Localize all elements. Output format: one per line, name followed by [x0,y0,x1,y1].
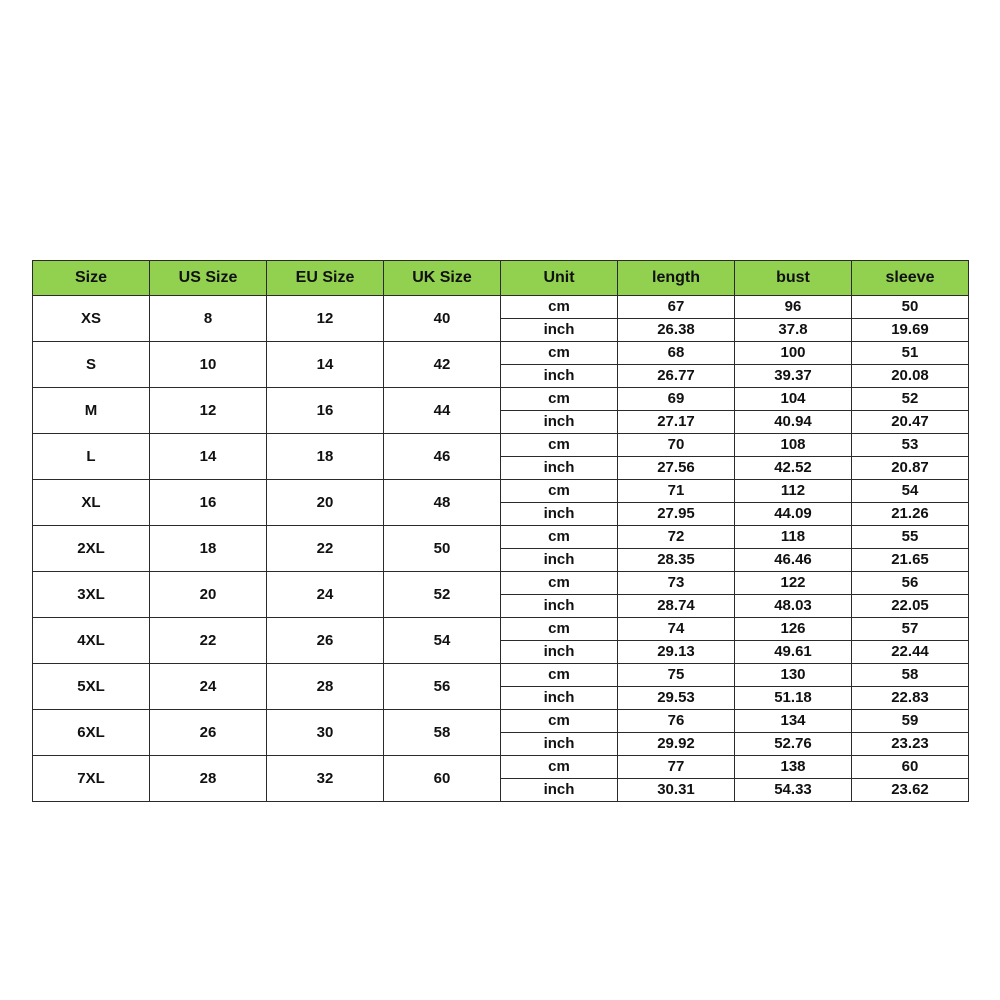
bust-cell: 44.09 [735,503,852,526]
eu-size-cell: 24 [267,572,384,618]
size-cell: XS [33,296,150,342]
bust-cell: 138 [735,756,852,779]
length-cell: 73 [618,572,735,595]
us-size-cell: 8 [150,296,267,342]
uk-size-cell: 42 [384,342,501,388]
us-size-cell: 16 [150,480,267,526]
sleeve-cell: 23.62 [852,779,969,802]
uk-size-cell: 44 [384,388,501,434]
uk-size-cell: 58 [384,710,501,756]
eu-size-cell: 26 [267,618,384,664]
unit-cell: inch [501,549,618,572]
uk-size-cell: 48 [384,480,501,526]
bust-cell: 122 [735,572,852,595]
bust-cell: 130 [735,664,852,687]
sleeve-cell: 21.65 [852,549,969,572]
sleeve-cell: 50 [852,296,969,319]
sleeve-cell: 60 [852,756,969,779]
table-row [33,618,969,641]
us-size-cell: 12 [150,388,267,434]
bust-cell: 48.03 [735,595,852,618]
sleeve-header: sleeve [852,261,969,296]
sleeve-cell: 54 [852,480,969,503]
bust-cell: 126 [735,618,852,641]
length-cell: 69 [618,388,735,411]
unit-cell: cm [501,296,618,319]
eu-size-cell: 22 [267,526,384,572]
uk-size-cell: 46 [384,434,501,480]
eu-size-cell: 20 [267,480,384,526]
uk-size-cell: 40 [384,296,501,342]
unit-cell: cm [501,664,618,687]
eu-size-cell: 14 [267,342,384,388]
size-cell: 5XL [33,664,150,710]
table-row [33,480,969,503]
sleeve-cell: 22.83 [852,687,969,710]
bust-cell: 112 [735,480,852,503]
length-cell: 26.38 [618,319,735,342]
eu-size-cell: 32 [267,756,384,802]
us-size-cell: 18 [150,526,267,572]
unit-cell: inch [501,687,618,710]
size-cell: M [33,388,150,434]
size-cell: 4XL [33,618,150,664]
unit-cell: cm [501,434,618,457]
unit-cell: inch [501,641,618,664]
size-cell: XL [33,480,150,526]
length-cell: 30.31 [618,779,735,802]
length-cell: 29.53 [618,687,735,710]
bust-cell: 40.94 [735,411,852,434]
length-cell: 29.13 [618,641,735,664]
length-cell: 28.74 [618,595,735,618]
sleeve-cell: 22.44 [852,641,969,664]
sleeve-cell: 57 [852,618,969,641]
table-row [33,434,969,457]
bust-cell: 37.8 [735,319,852,342]
size-cell: L [33,434,150,480]
eu-size-cell: 28 [267,664,384,710]
table-row [33,342,969,365]
sleeve-cell: 20.47 [852,411,969,434]
length-cell: 72 [618,526,735,549]
header-row [33,261,969,296]
size-cell: 7XL [33,756,150,802]
table-row [33,664,969,687]
unit-cell: inch [501,595,618,618]
unit-cell: inch [501,365,618,388]
bust-cell: 49.61 [735,641,852,664]
bust-cell: 118 [735,526,852,549]
uk-size-cell: 56 [384,664,501,710]
bust-cell: 96 [735,296,852,319]
sleeve-cell: 55 [852,526,969,549]
unit-cell: cm [501,710,618,733]
length-cell: 27.95 [618,503,735,526]
unit-cell: cm [501,618,618,641]
table-row [33,296,969,319]
length-header: length [618,261,735,296]
unit-cell: inch [501,411,618,434]
unit-cell: cm [501,388,618,411]
bust-cell: 46.46 [735,549,852,572]
sleeve-cell: 21.26 [852,503,969,526]
length-cell: 76 [618,710,735,733]
length-cell: 26.77 [618,365,735,388]
us-size-cell: 28 [150,756,267,802]
eu-size-header: EU Size [267,261,384,296]
table-row [33,756,969,779]
length-cell: 70 [618,434,735,457]
size-cell: S [33,342,150,388]
unit-cell: inch [501,733,618,756]
sleeve-cell: 19.69 [852,319,969,342]
length-cell: 71 [618,480,735,503]
bust-cell: 39.37 [735,365,852,388]
sleeve-cell: 20.08 [852,365,969,388]
bust-cell: 100 [735,342,852,365]
eu-size-cell: 18 [267,434,384,480]
bust-cell: 104 [735,388,852,411]
sleeve-cell: 59 [852,710,969,733]
table-row [33,526,969,549]
sleeve-cell: 23.23 [852,733,969,756]
length-cell: 74 [618,618,735,641]
length-cell: 77 [618,756,735,779]
us-size-cell: 22 [150,618,267,664]
size-cell: 3XL [33,572,150,618]
size-chart-table [32,260,969,802]
uk-size-header: UK Size [384,261,501,296]
unit-cell: inch [501,319,618,342]
us-size-header: US Size [150,261,267,296]
us-size-cell: 26 [150,710,267,756]
sleeve-cell: 51 [852,342,969,365]
bust-cell: 54.33 [735,779,852,802]
bust-cell: 134 [735,710,852,733]
sleeve-cell: 20.87 [852,457,969,480]
sleeve-cell: 58 [852,664,969,687]
us-size-cell: 20 [150,572,267,618]
length-cell: 27.17 [618,411,735,434]
unit-cell: inch [501,503,618,526]
unit-cell: inch [501,457,618,480]
table-row [33,710,969,733]
length-cell: 29.92 [618,733,735,756]
table-row [33,388,969,411]
length-cell: 75 [618,664,735,687]
bust-cell: 51.18 [735,687,852,710]
length-cell: 67 [618,296,735,319]
us-size-cell: 10 [150,342,267,388]
size-cell: 6XL [33,710,150,756]
unit-cell: cm [501,526,618,549]
unit-cell: cm [501,480,618,503]
bust-cell: 42.52 [735,457,852,480]
table-row [33,572,969,595]
bust-header: bust [735,261,852,296]
unit-cell: cm [501,756,618,779]
size-cell: 2XL [33,526,150,572]
eu-size-cell: 12 [267,296,384,342]
us-size-cell: 24 [150,664,267,710]
us-size-cell: 14 [150,434,267,480]
sleeve-cell: 52 [852,388,969,411]
bust-cell: 52.76 [735,733,852,756]
sleeve-cell: 56 [852,572,969,595]
uk-size-cell: 60 [384,756,501,802]
eu-size-cell: 16 [267,388,384,434]
length-cell: 28.35 [618,549,735,572]
uk-size-cell: 50 [384,526,501,572]
bust-cell: 108 [735,434,852,457]
length-cell: 68 [618,342,735,365]
table-body [33,296,969,802]
eu-size-cell: 30 [267,710,384,756]
sleeve-cell: 53 [852,434,969,457]
unit-cell: cm [501,342,618,365]
unit-cell: cm [501,572,618,595]
size-header: Size [33,261,150,296]
unit-header: Unit [501,261,618,296]
uk-size-cell: 52 [384,572,501,618]
sleeve-cell: 22.05 [852,595,969,618]
unit-cell: inch [501,779,618,802]
length-cell: 27.56 [618,457,735,480]
uk-size-cell: 54 [384,618,501,664]
